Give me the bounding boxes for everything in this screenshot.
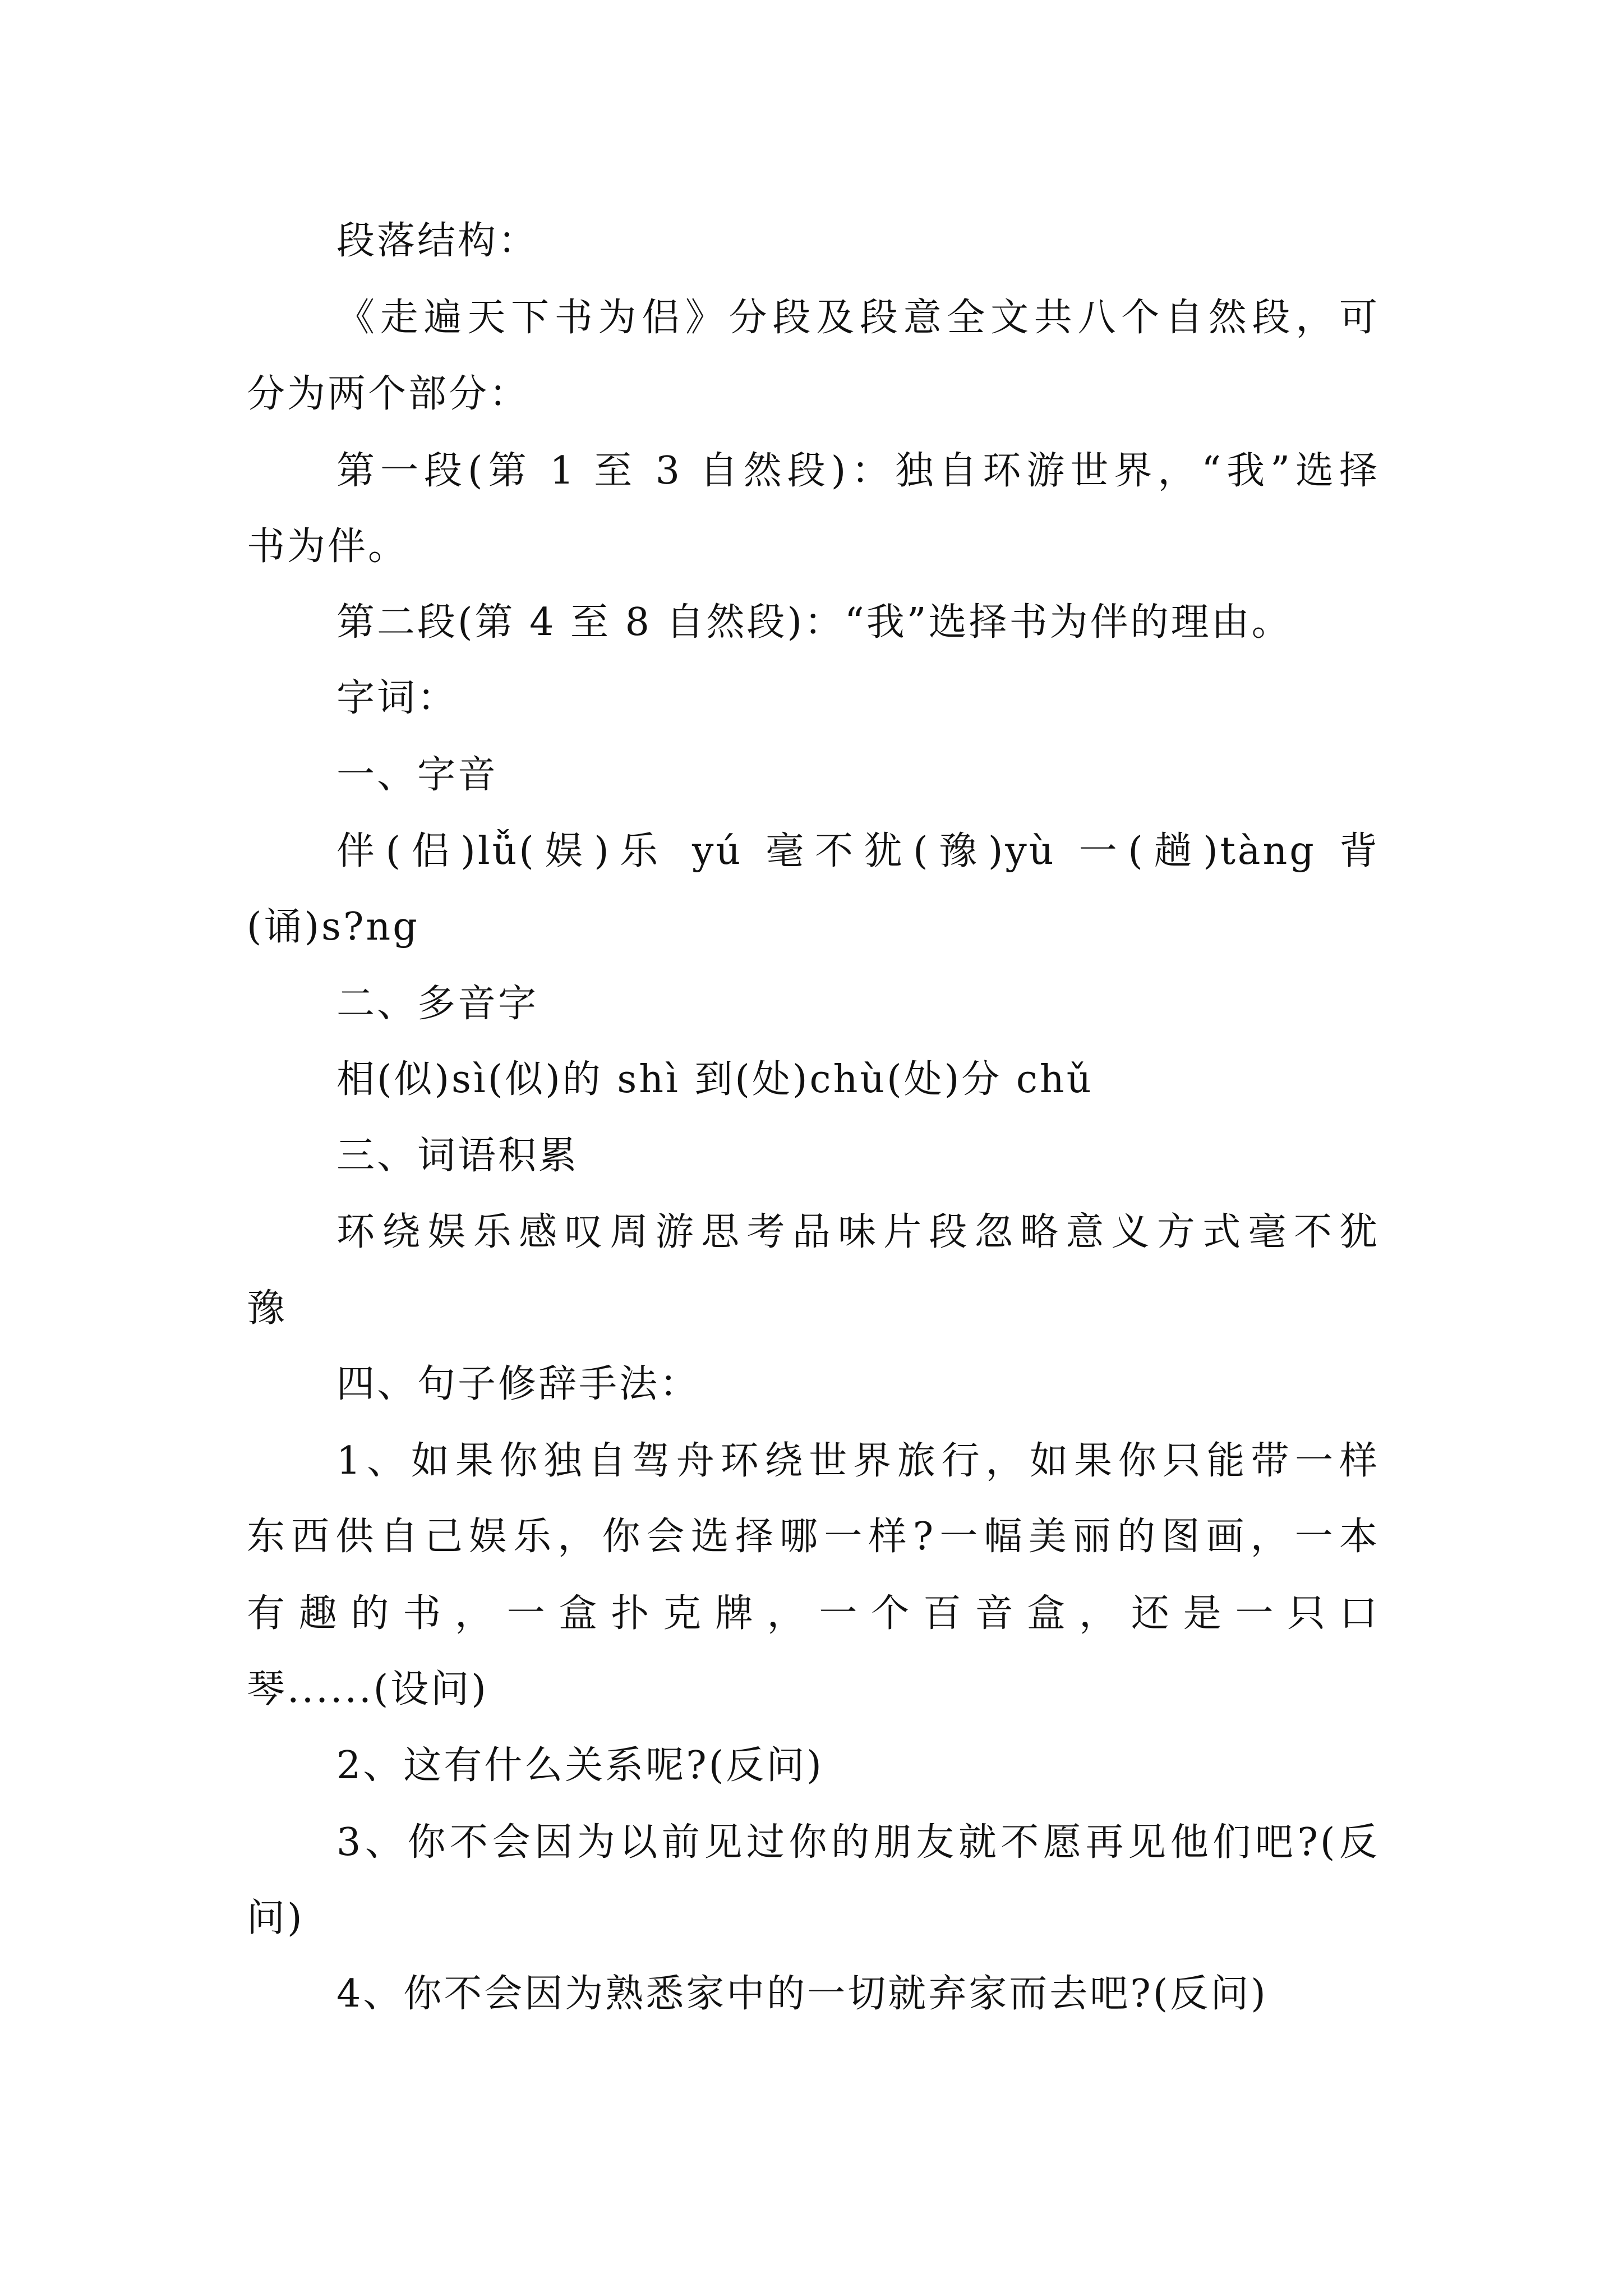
rhetoric-item-1-line-1: 1、如果你独自驾舟环绕世界旅行，如果你只能带一样 (336, 1439, 1380, 1483)
heading-structure: 段落结构： (336, 219, 539, 263)
vocabulary-line-2: 豫 (247, 1286, 288, 1331)
rhetoric-item-4: 4、你不会因为熟悉家中的一切就弃家而去吧?(反问) (336, 1972, 1268, 2016)
section-1-line-1: 第一段(第 1 至 3 自然段)：独自环游世界，“我”选择 (336, 449, 1380, 493)
heading-pronunciation: 一、字音 (336, 753, 499, 797)
heading-vocabulary: 三、词语积累 (336, 1134, 579, 1178)
rhetoric-item-1-line-3: 有趣的书，一盒扑克牌，一个百音盒，还是一只口 (247, 1591, 1380, 1636)
vocabulary-line-1: 环绕娱乐感叹周游思考品味片段忽略意义方式毫不犹 (336, 1210, 1380, 1254)
pronunciation-line-2: (诵)s?ng (247, 905, 419, 949)
heading-words: 字词： (336, 676, 458, 720)
paragraph-title-line-2: 分为两个部分： (247, 372, 530, 416)
rhetoric-item-1-line-2: 东西供自己娱乐，你会选择哪一样?一幅美丽的图画，一本 (247, 1515, 1380, 1559)
rhetoric-item-3-line-2: 问) (247, 1896, 305, 1940)
heading-polyphonic: 二、多音字 (336, 982, 539, 1026)
heading-rhetoric: 四、句子修辞手法： (336, 1362, 700, 1406)
polyphonic-line: 相(似)sì(似)的 shì 到(处)chù(处)分 chǔ (336, 1057, 1094, 1102)
rhetoric-item-2: 2、这有什么关系呢?(反问) (336, 1743, 824, 1788)
pronunciation-line-1: 伴(侣)lǚ(娱)乐 yú 毫不犹(豫)yù 一(趟)tàng 背 (336, 829, 1380, 873)
rhetoric-item-1-line-4: 琴......(设问) (247, 1667, 488, 1711)
section-1-line-2: 书为伴。 (247, 524, 409, 569)
rhetoric-item-3-line-1: 3、你不会因为以前见过你的朋友就不愿再见他们吧?(反 (336, 1820, 1380, 1865)
paragraph-title-line-1: 《走遍天下书为侣》分段及段意全文共八个自然段，可 (336, 296, 1380, 340)
section-2: 第二段(第 4 至 8 自然段)：“我”选择书为伴的理由。 (336, 600, 1292, 645)
